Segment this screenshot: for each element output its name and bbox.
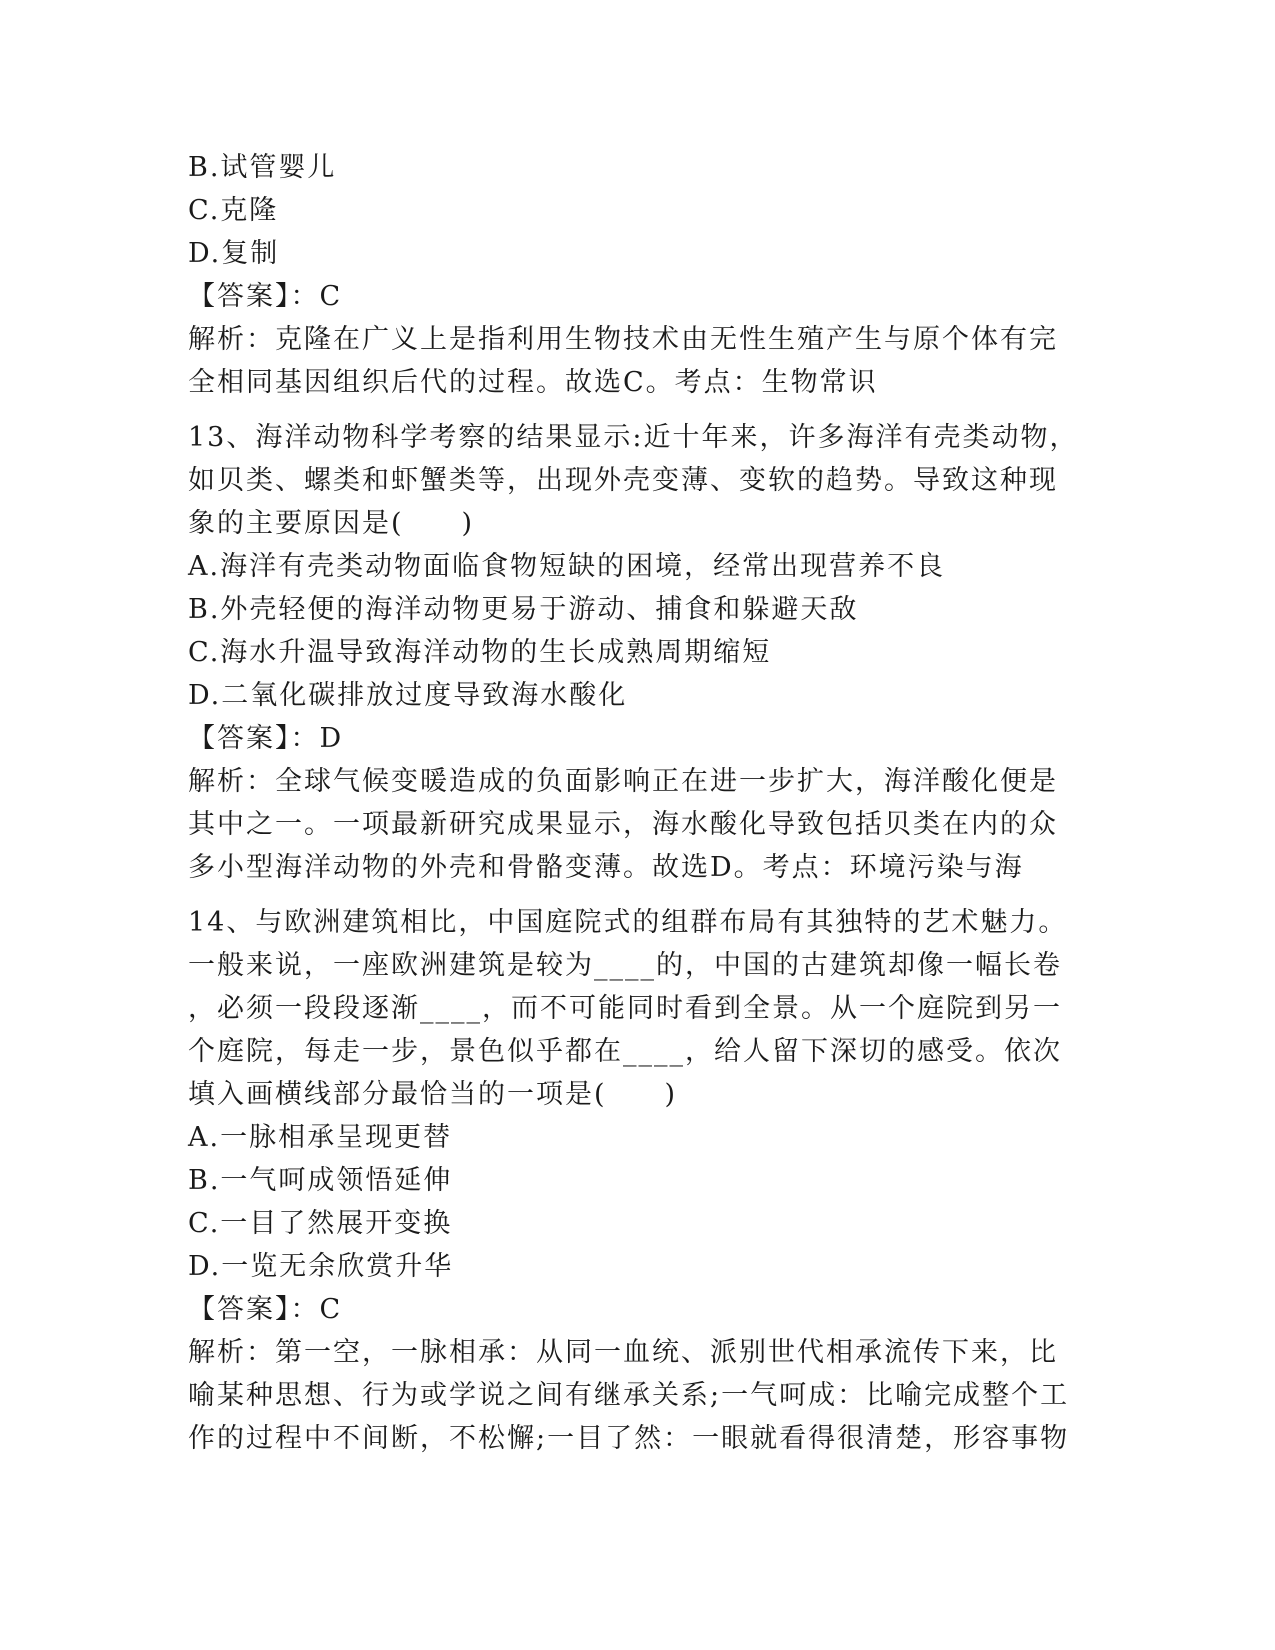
q12-answer: 【答案】：C <box>188 281 343 312</box>
q14-answer: 【答案】：C <box>188 1294 343 1325</box>
q13-option-b: B.外壳轻便的海洋动物更易于游动、捕食和躲避天敌 <box>188 594 859 625</box>
q14-analysis-line: 作的过程中不间断，不松懈;一目了然：一眼就看得很清楚，形容事物 <box>188 1423 1070 1454</box>
q14-option-d: D.一览无余欣赏升华 <box>188 1251 454 1282</box>
q12-option-c: C.克隆 <box>188 195 279 226</box>
q13-analysis-line: 其中之一。一项最新研究成果显示，海水酸化导致包括贝类在内的众 <box>188 809 1058 840</box>
question-14-block <box>188 901 1088 1460</box>
q14-question-line: 填入画横线部分最恰当的一项是( ) <box>188 1079 678 1110</box>
q12-analysis-line: 解析：克隆在广义上是指利用生物技术由无性生殖产生与原个体有完 <box>188 324 1058 355</box>
q14-option-a: A.一脉相承呈现更替 <box>188 1122 453 1153</box>
q13-answer: 【答案】：D <box>188 723 344 754</box>
q12-option-b: B.试管婴儿 <box>188 152 337 183</box>
q13-option-a: A.海洋有壳类动物面临食物短缺的困境，经常出现营养不良 <box>188 551 946 582</box>
q14-analysis-line: 解析：第一空，一脉相承：从同一血统、派别世代相承流传下来，比 <box>188 1337 1058 1368</box>
q14-option-c: C.一目了然展开变换 <box>188 1208 453 1239</box>
q12-option-d: D.复制 <box>188 238 280 269</box>
q14-question-line: 14、与欧洲建筑相比，中国庭院式的组群布局有其独特的艺术魅力。 <box>188 907 1068 938</box>
q14-option-b: B.一气呵成领悟延伸 <box>188 1165 453 1196</box>
q13-option-d: D.二氧化碳排放过度导致海水酸化 <box>188 680 628 711</box>
q13-analysis-line: 多小型海洋动物的外壳和骨骼变薄。故选D。考点：环境污染与海 <box>188 852 1024 883</box>
q14-analysis-line: 喻某种思想、行为或学说之间有继承关系;一气呵成：比喻完成整个工 <box>188 1380 1070 1411</box>
q13-question-line: 象的主要原因是( ) <box>188 508 475 539</box>
q14-question-line: 个庭院，每走一步，景色似乎都在____，给人留下深切的感受。依次 <box>188 1036 1062 1067</box>
q13-question-line: 13、海洋动物科学考察的结果显示:近十年来，许多海洋有壳类动物， <box>188 422 1079 453</box>
document-page <box>188 146 1088 1460</box>
question-13-block <box>188 416 1088 889</box>
q13-question-line: 如贝类、螺类和虾蟹类等，出现外壳变薄、变软的趋势。导致这种现 <box>188 465 1058 496</box>
q13-analysis-line: 解析：全球气候变暖造成的负面影响正在进一步扩大，海洋酸化便是 <box>188 766 1058 797</box>
q14-question-line: 一般来说，一座欧洲建筑是较为____的，中国的古建筑却像一幅长卷 <box>188 950 1062 981</box>
q13-option-c: C.海水升温导致海洋动物的生长成熟周期缩短 <box>188 637 772 668</box>
question-12-block <box>188 146 1088 404</box>
q12-analysis-line: 全相同基因组织后代的过程。故选C。考点：生物常识 <box>188 367 878 398</box>
q14-question-line: ，必须一段段逐渐____，而不可能同时看到全景。从一个庭院到另一 <box>188 993 1062 1024</box>
